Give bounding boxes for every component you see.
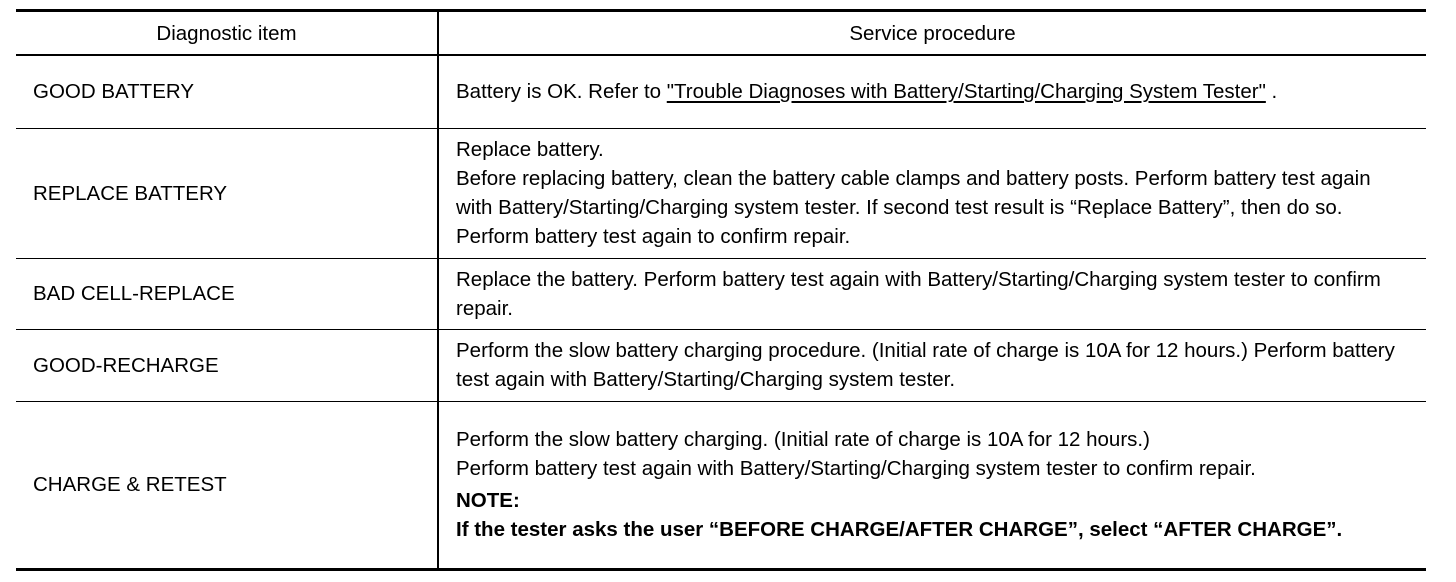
diagnostic-table <box>16 9 1426 571</box>
service-procedure-cell: Replace the battery. Perform battery test again with Battery/Starting/Charging system tester to confirm repair. <box>438 258 1426 329</box>
note-label: NOTE: <box>456 489 520 512</box>
diagnostic-item-cell: BAD CELL-REPLACE <box>16 258 438 329</box>
procedure-text: Battery is OK. Refer to <box>456 80 667 104</box>
header-diagnostic-item: Diagnostic item <box>16 11 438 56</box>
table-row <box>16 329 1426 401</box>
service-procedure-cell: Perform the slow battery charging procedure. (Initial rate of charge is 10A for 12 hours.) Perform battery test again with Battery/Starting/Charging system tester. <box>438 329 1426 401</box>
diagnostic-item-cell: GOOD BATTERY <box>16 55 438 128</box>
diagnostic-item-cell: REPLACE BATTERY <box>16 128 438 258</box>
note-text: If the tester asks the user “BEFORE CHARGE/AFTER CHARGE”, select “AFTER CHARGE”. <box>456 518 1343 541</box>
procedure-text: Before replacing battery, clean the battery cable clamps and battery posts. Perform battery test again with Battery/Starting/Charging system tester. If second test result is “Replace Battery”, then do so. Perform battery test again to confirm repair. <box>456 167 1371 248</box>
table-row <box>16 258 1426 329</box>
diagnostic-item-cell: GOOD-RECHARGE <box>16 329 438 401</box>
procedure-text: Replace battery. <box>456 138 604 161</box>
table-header-row <box>16 11 1426 56</box>
header-service-procedure: Service procedure <box>438 11 1426 56</box>
procedure-text: . <box>1265 80 1278 104</box>
diagnostic-item-cell: CHARGE & RETEST <box>16 401 438 569</box>
table-row <box>16 401 1426 569</box>
trouble-diagnoses-link[interactable]: "Trouble Diagnoses with Battery/Starting/Charging System Tester" <box>666 80 1266 104</box>
table-row <box>16 128 1426 258</box>
service-procedure-cell <box>438 401 1426 569</box>
service-procedure-cell <box>438 55 1426 128</box>
table-row <box>16 55 1426 128</box>
procedure-text: Perform the slow battery charging. (Initial rate of charge is 10A for 12 hours.) <box>456 428 1150 451</box>
procedure-text: Perform battery test again with Battery/Starting/Charging system tester to confirm repair. <box>456 457 1256 480</box>
service-procedure-cell <box>438 128 1426 258</box>
